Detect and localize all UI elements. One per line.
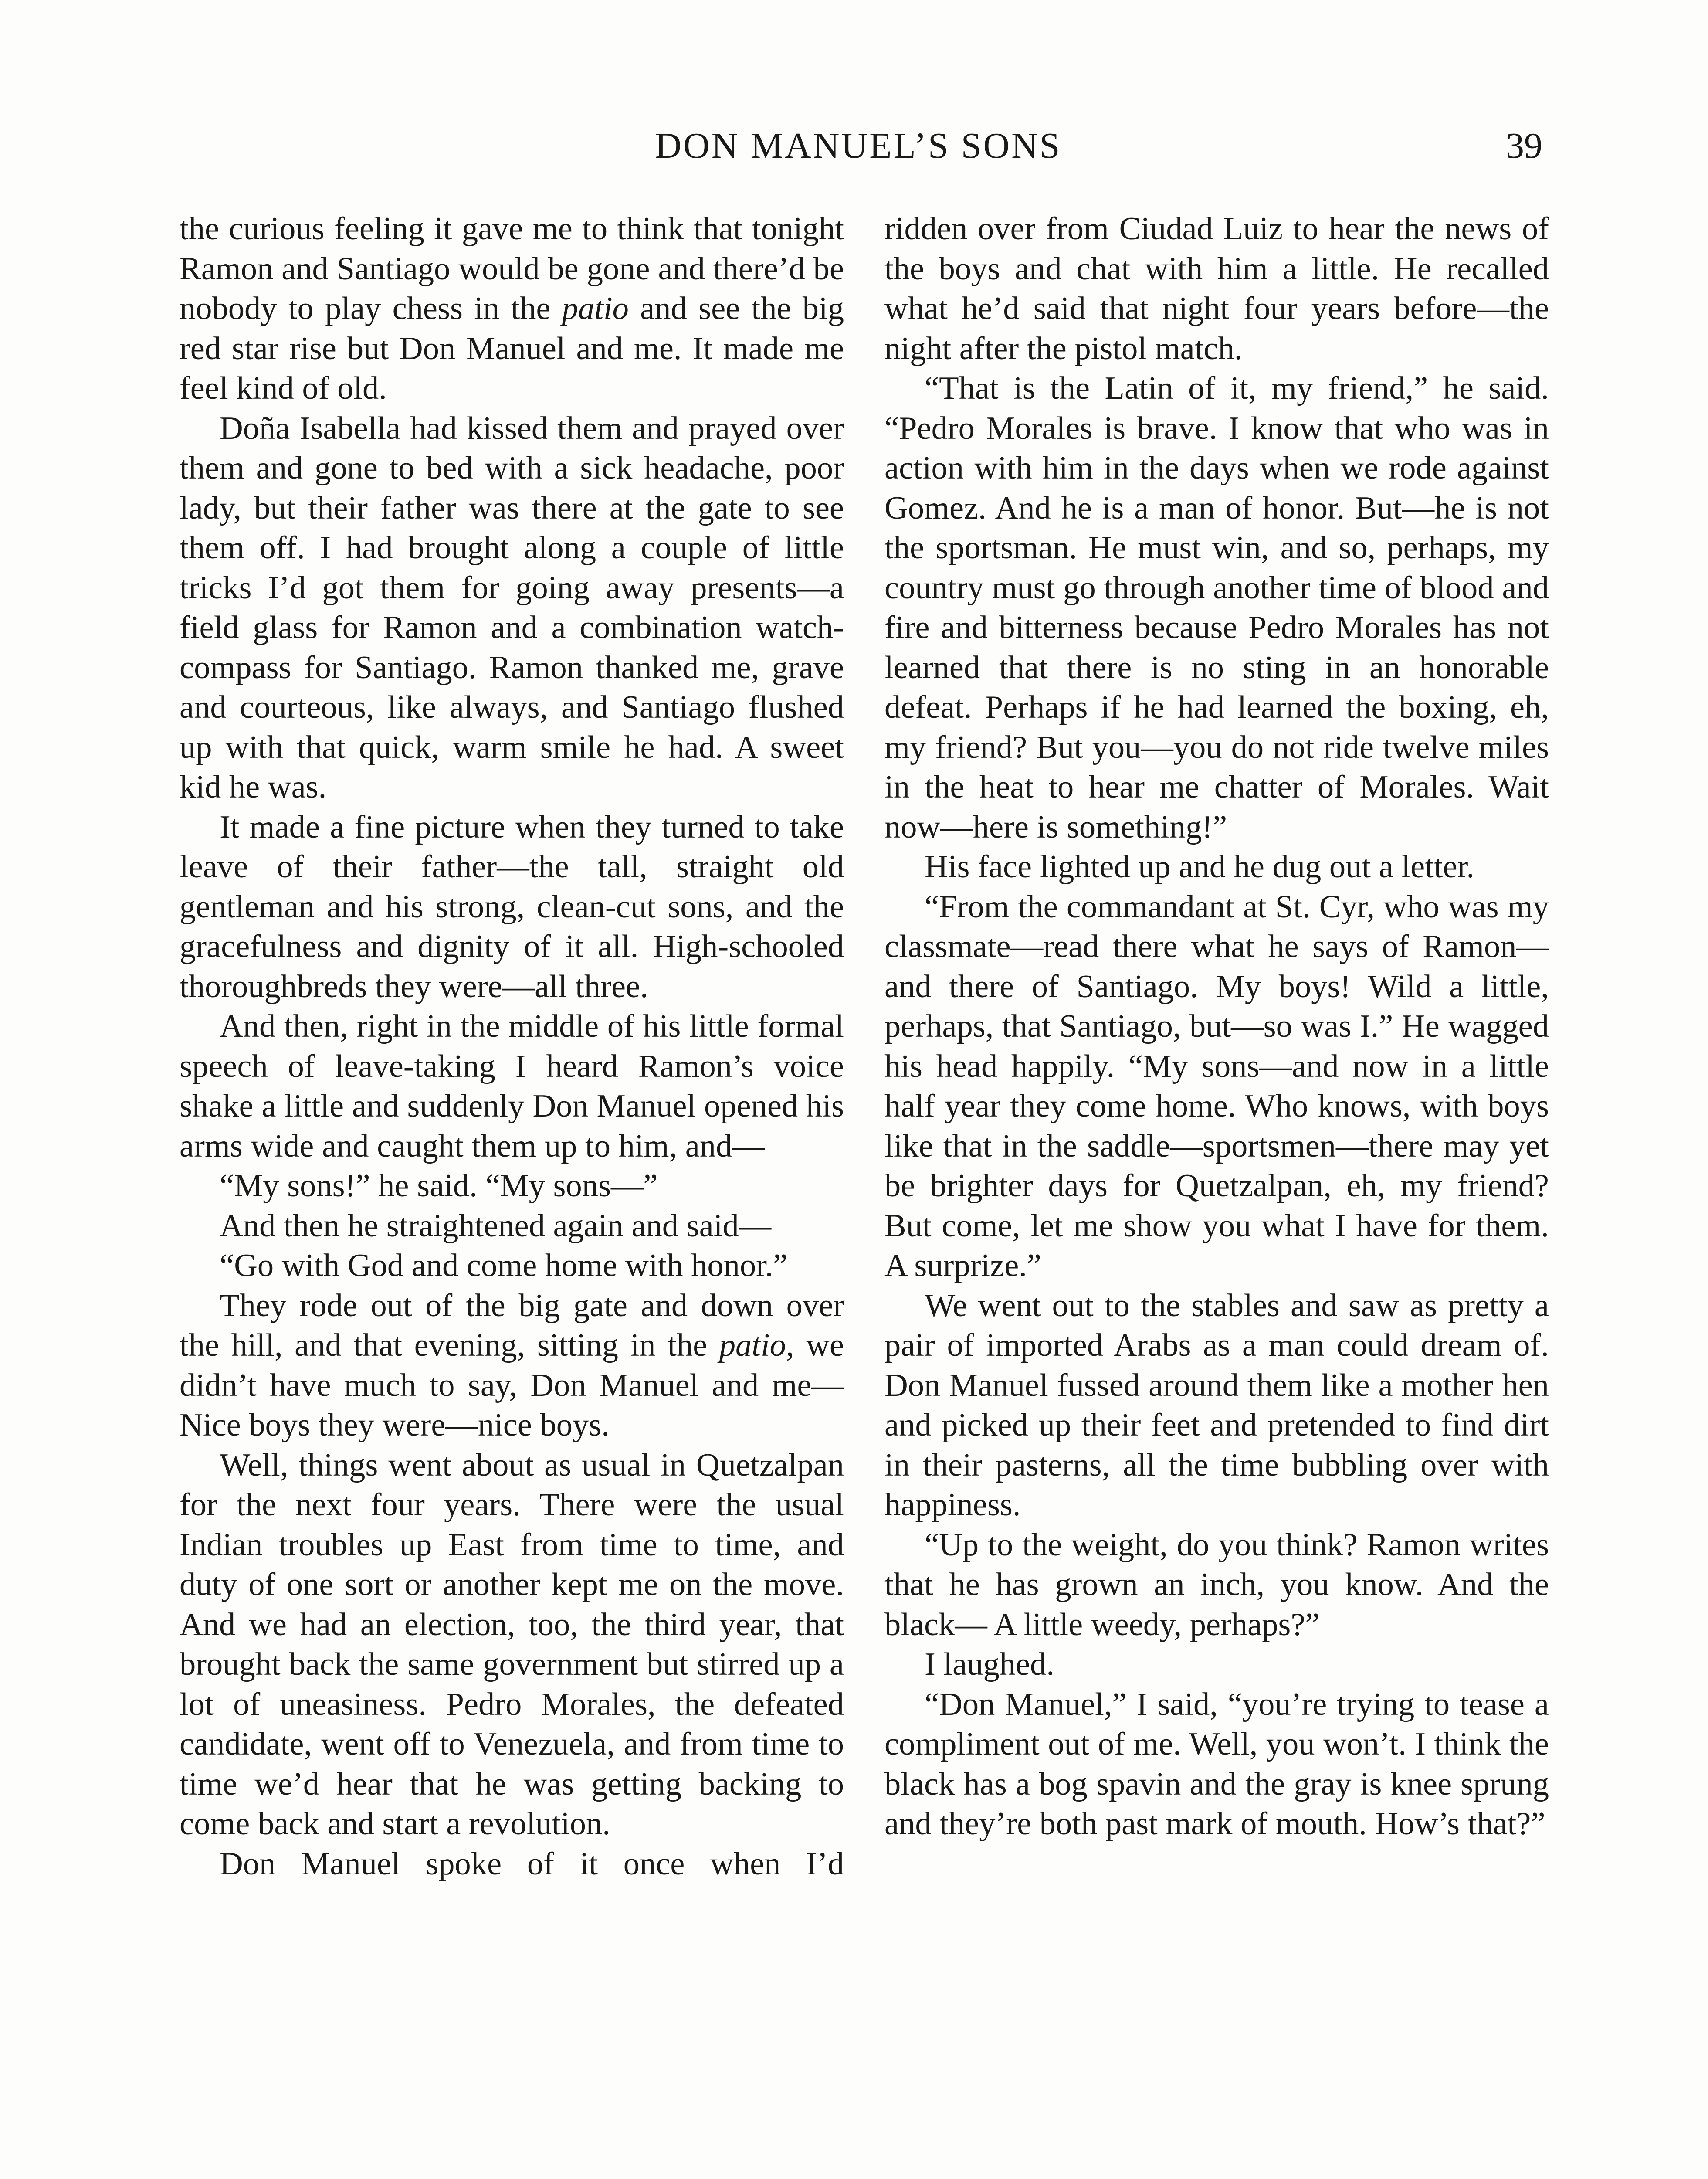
paragraph-text: “Up to the weight, do you think? Ramon writes that he has grown an inch, you know. And the black— A little weedy, perhaps?” [884,1527,1549,1643]
running-title: DON MANUEL’S SONS [655,126,1062,166]
italic-text: patio [562,291,629,326]
paragraph-text: Don Manuel spoke of it once when I’d [220,1846,844,1882]
paragraph [180,808,844,1007]
paragraph [180,1844,844,1884]
paragraph [884,1685,1549,1844]
paragraph-text: We went out to the stables and saw as pretty a pair of imported Arabs as a man could dream of. Don Manuel fussed around them like a mother hen and picked up their feet and pretended to find dirt in their pasterns, all the time bubbling over with happiness. [884,1287,1549,1523]
paragraph-text: “That is the Latin of it, my friend,” he said. “Pedro Morales is brave. I know that who was in action with him in the days when we rode against Gomez. And he is a man of honor. But—he is not the sportsman. He must win, and so, perhaps, my country must go through another time of blood and fire and bitterness because Pedro Morales has not learned that there is no sting in an honorable defeat. Perhaps if he had learned the boxing, eh, my friend? But you—you do not ride twelve miles in the heat to hear me chatter of Morales. Wait now—here is something!” [884,370,1549,845]
italic-text: patio [719,1327,786,1363]
paragraph-text: It made a fine picture when they turned to take leave of their father—the tall, straight old gentleman and his strong, clean-cut sons, and the gracefulness and dignity of it all. High-schooled thoroughbreds they were—all three. [180,809,844,1005]
paragraph-text: “From the commandant at St. Cyr, who was my classmate—read there what he says of Ramon—and there of Santiago. My boys! Wild a little, perhaps, that Santiago, but—so was I.” He wagged his head happily. “My sons—and now in a little half year they come home. Who knows, with boys like that in the saddle—sportsmen—there may yet be brighter days for Quetzalpan, eh, my friend? But come, let me show you what I have for them. A surprize.” [884,889,1549,1283]
paragraph [180,1166,844,1206]
paragraph-text: and see the big red star rise but Don Manuel and me. It made me feel kind of old. [180,291,844,406]
paragraph-text: And then, right in the middle of his little formal speech of leave-taking I heard Ramon’s voice shake a little and suddenly Don Manuel opened his arms wide and caught them up to him, and— [180,1008,844,1164]
paragraph-text: the curious feeling it gave me to think that tonight Ramon and Santiago would be gone and there’d be nobody to play chess in the [180,211,844,326]
paragraph-text: “Don Manuel,” I said, “you’re trying to tease a compliment out of me. Well, you won’t. I think the black has a bog spavin and the gray is knee sprung and they’re both past mark of mouth. How’s that?” [884,1686,1549,1842]
paragraph-text: I laughed. [925,1646,1054,1682]
paragraph [884,847,1549,887]
paragraph [180,1206,844,1246]
paragraph [180,1007,844,1166]
paragraph [180,1286,844,1446]
paragraph-text: ridden over from Ciudad Luiz to hear the news of the boys and chat with him a little. He recalled what he’d said that night four years before—the night after the pistol match. [884,211,1549,367]
paragraph [180,209,844,409]
paragraph-text: Doña Isabella had kissed them and prayed over them and gone to bed with a sick headache, poor lady, but their father was there at the gate to see them off. I had brought along a couple of little tricks I’d got them for going away presents—a field glass for Ramon and a combination watch-compass for Santiago. Ramon thanked me, grave and courteous, like always, and Santiago flushed up with that quick, warm smile he had. A sweet kid he was. [180,410,844,805]
paragraph [884,369,1549,847]
paragraph-text: His face lighted up and he dug out a letter. [925,849,1474,885]
paragraph [180,409,844,808]
paragraph [884,1286,1549,1525]
running-head [174,122,1542,174]
paragraph [884,1645,1549,1685]
paragraph-text: “My sons!” he said. “My sons—” [220,1168,658,1204]
paragraph [884,1525,1549,1645]
paragraph-text: “Go with God and come home with honor.” [220,1248,788,1283]
left-text-column [180,209,844,1884]
paragraph [180,1446,844,1844]
paragraph-text: They rode out of the big gate and down over the hill, and that evening, sitting in the [180,1287,844,1363]
page-number: 39 [1506,126,1542,166]
paragraph-text: , we didn’t have much to say, Don Manuel and me— Nice boys they were—nice boys. [180,1327,844,1443]
paragraph-text: And then he straightened again and said— [220,1208,772,1244]
paragraph [180,1246,844,1286]
right-text-column [884,209,1549,1844]
paragraph [884,209,1549,369]
paragraph-text: Well, things went about as usual in Quetzalpan for the next four years. There were the usual Indian troubles up East from time to time, and duty of one sort or another kept me on the move. And we had an election, too, the third year, that brought back the same government but stirred up a lot of uneasiness. Pedro Morales, the defeated candidate, went off to Venezuela, and from time to time we’d hear that he was getting backing to come back and start a revolution. [180,1447,844,1842]
paragraph [884,887,1549,1286]
